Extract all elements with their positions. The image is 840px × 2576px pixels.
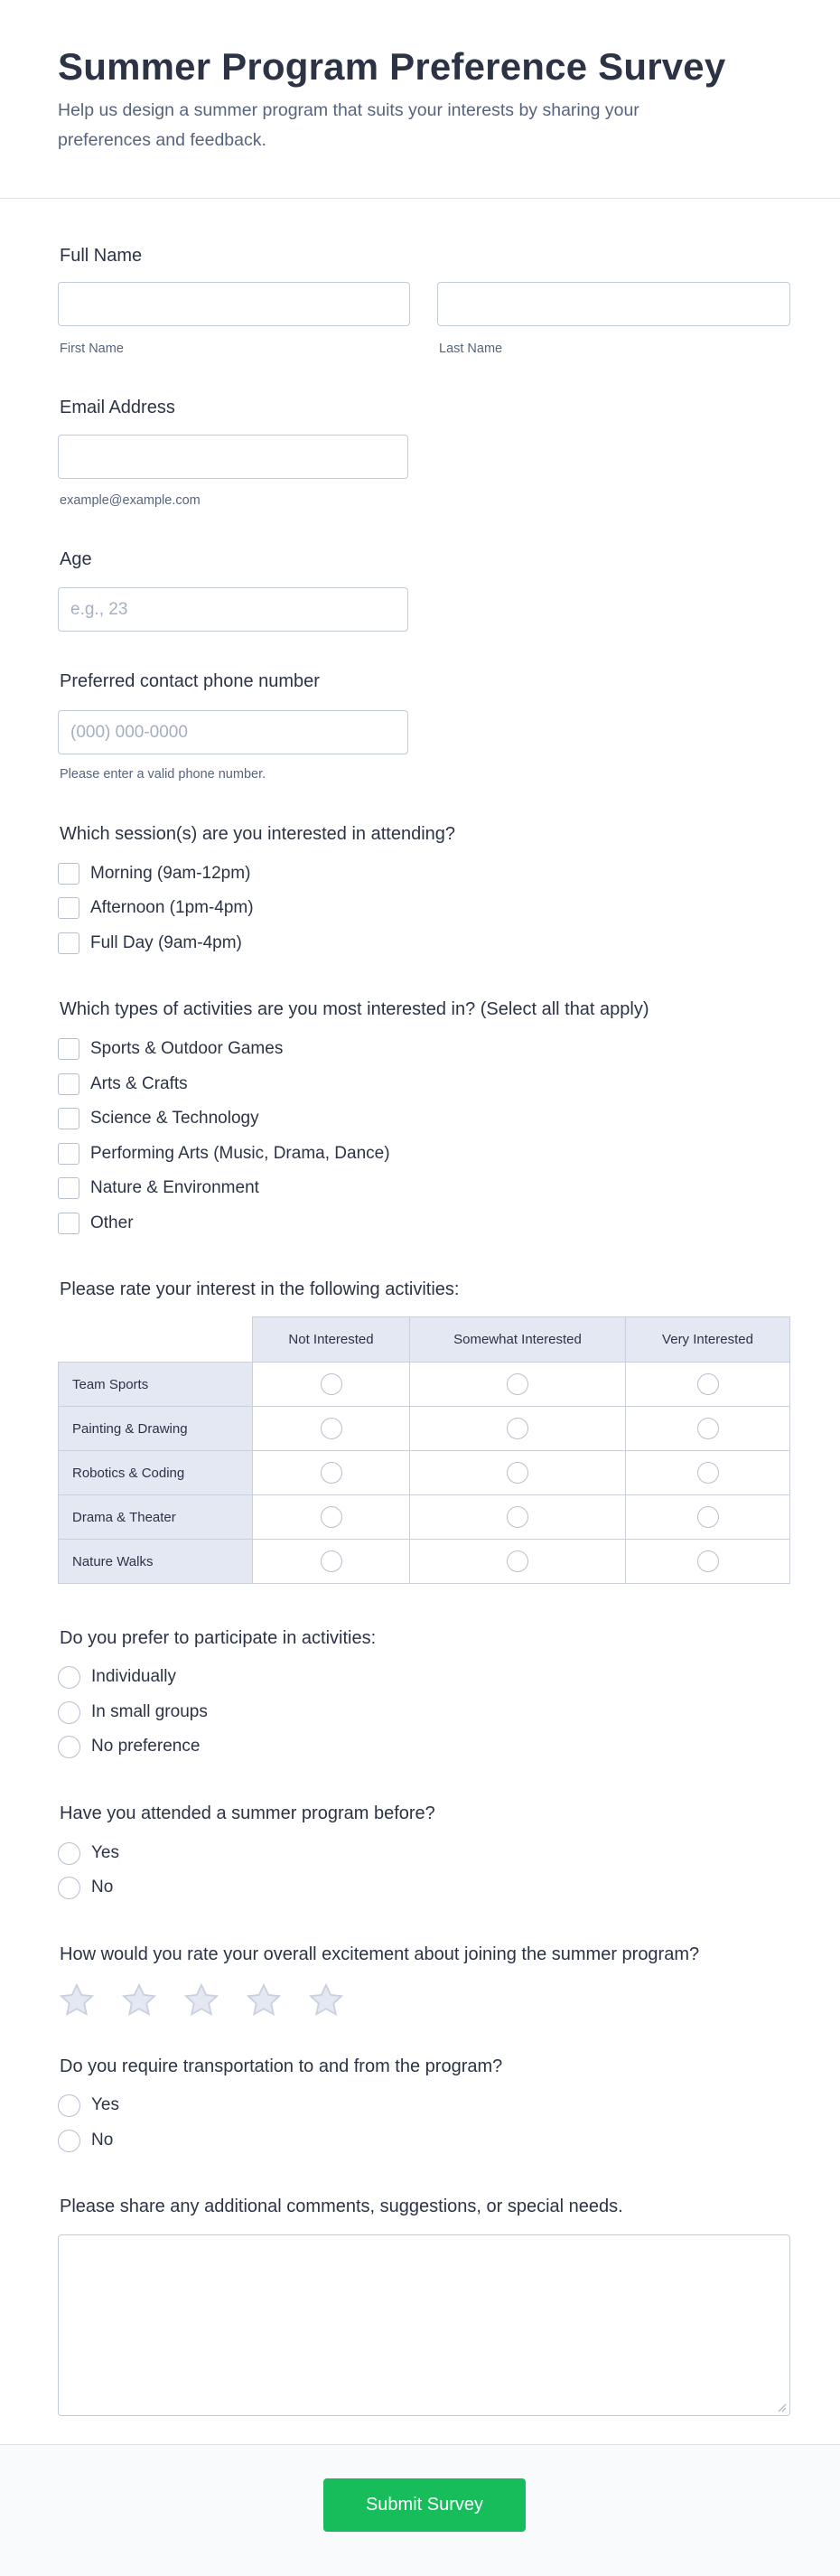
checkbox[interactable] (58, 1108, 79, 1129)
matrix-row-label: Team Sports (59, 1363, 253, 1407)
star-icon[interactable] (58, 1981, 96, 2019)
matrix-row (59, 1451, 790, 1495)
attended-label: Have you attended a summer program before? (60, 1803, 435, 1823)
last-name-sublabel: Last Name (439, 342, 503, 356)
matrix-radio[interactable] (321, 1462, 342, 1484)
participation-option-small-groups[interactable]: In small groups (58, 1700, 208, 1724)
activity-option-science[interactable]: Science & Technology (58, 1107, 259, 1130)
matrix-radio[interactable] (321, 1373, 342, 1395)
radio[interactable] (58, 2094, 80, 2117)
phone-input[interactable] (58, 710, 408, 754)
activity-option-other[interactable]: Other (58, 1212, 134, 1235)
checkbox[interactable] (58, 863, 79, 885)
matrix-radio[interactable] (321, 1418, 342, 1439)
checkbox[interactable] (58, 897, 79, 919)
checkbox[interactable] (58, 1143, 79, 1165)
attended-option-yes[interactable]: Yes (58, 1841, 119, 1865)
matrix-row-label: Nature Walks (59, 1540, 253, 1584)
page-description: Help us design a summer program that suits your interests by sharing your preferences and feedback. (58, 100, 639, 150)
matrix-row-label: Painting & Drawing (59, 1407, 253, 1451)
matrix-column-header: Very Interested (626, 1317, 790, 1363)
checkbox[interactable] (58, 1213, 79, 1234)
matrix-column-header: Not Interested (253, 1317, 410, 1363)
comments-textarea[interactable] (58, 2234, 790, 2416)
checkbox[interactable] (58, 1177, 79, 1199)
age-label: Age (60, 549, 92, 569)
radio[interactable] (58, 1666, 80, 1689)
checkbox[interactable] (58, 1073, 79, 1095)
participation-option-no-preference[interactable]: No preference (58, 1735, 200, 1758)
matrix-row-label: Robotics & Coding (59, 1451, 253, 1495)
email-label: Email Address (60, 398, 175, 417)
session-option-afternoon[interactable]: Afternoon (1pm-4pm) (58, 896, 254, 920)
participation-option-individually[interactable]: Individually (58, 1665, 176, 1689)
comments-label: Please share any additional comments, suggestions, or special needs. (60, 2197, 623, 2216)
resize-handle-icon[interactable] (774, 2400, 787, 2412)
age-placeholder: e.g., 23 (70, 600, 128, 619)
radio[interactable] (58, 1701, 80, 1724)
matrix-row-label: Drama & Theater (59, 1495, 253, 1540)
radio[interactable] (58, 1877, 80, 1899)
email-input[interactable] (58, 435, 408, 479)
radio[interactable] (58, 2130, 80, 2152)
radio[interactable] (58, 1842, 80, 1865)
age-input[interactable] (58, 587, 408, 632)
matrix-row (59, 1407, 790, 1451)
matrix-radio[interactable] (321, 1506, 342, 1528)
matrix-radio[interactable] (697, 1506, 719, 1528)
matrix-radio[interactable] (507, 1373, 528, 1395)
first-name-sublabel: First Name (60, 342, 124, 356)
full-name-label: Full Name (60, 246, 143, 266)
rating-matrix (58, 1316, 790, 1584)
star-icon[interactable] (307, 1981, 345, 2019)
excitement-label: How would you rate your overall excitement about joining the summer program? (60, 1944, 700, 1964)
rating-label: Please rate your interest in the following activities: (60, 1279, 460, 1299)
matrix-row (59, 1540, 790, 1584)
matrix-radio[interactable] (507, 1550, 528, 1572)
form-header (0, 0, 840, 199)
sessions-label: Which session(s) are you interested in attending? (60, 824, 456, 844)
radio[interactable] (58, 1736, 80, 1758)
matrix-radio[interactable] (507, 1418, 528, 1439)
page-title: Summer Program Preference Survey (58, 45, 726, 88)
email-sublabel: example@example.com (60, 493, 201, 508)
activity-option-arts[interactable]: Arts & Crafts (58, 1073, 188, 1096)
phone-label: Preferred contact phone number (60, 671, 320, 691)
star-icon[interactable] (245, 1981, 283, 2019)
activity-option-sports[interactable]: Sports & Outdoor Games (58, 1037, 283, 1061)
matrix-radio[interactable] (507, 1462, 528, 1484)
matrix-radio[interactable] (507, 1506, 528, 1528)
matrix-row (59, 1363, 790, 1407)
session-option-morning[interactable]: Morning (9am-12pm) (58, 862, 250, 885)
activity-option-nature[interactable]: Nature & Environment (58, 1176, 259, 1200)
attended-option-no[interactable]: No (58, 1876, 113, 1899)
matrix-radio[interactable] (697, 1418, 719, 1439)
participation-label: Do you prefer to participate in activities: (60, 1628, 377, 1648)
phone-sublabel: Please enter a valid phone number. (60, 767, 266, 782)
submit-button[interactable]: Submit Survey (323, 2478, 526, 2532)
star-rating (58, 1981, 369, 2019)
first-name-input[interactable] (58, 282, 410, 326)
matrix-column-header: Somewhat Interested (410, 1317, 626, 1363)
checkbox[interactable] (58, 932, 79, 954)
activity-option-performing-arts[interactable]: Performing Arts (Music, Drama, Dance) (58, 1142, 390, 1166)
star-icon[interactable] (120, 1981, 158, 2019)
star-icon[interactable] (182, 1981, 220, 2019)
matrix-corner (59, 1317, 253, 1363)
matrix-radio[interactable] (697, 1550, 719, 1572)
last-name-input[interactable] (437, 282, 790, 326)
phone-placeholder: (000) 000-0000 (70, 723, 188, 742)
matrix-radio[interactable] (321, 1550, 342, 1572)
matrix-radio[interactable] (697, 1462, 719, 1484)
session-option-full-day[interactable]: Full Day (9am-4pm) (58, 932, 242, 955)
matrix-radio[interactable] (697, 1373, 719, 1395)
transport-label: Do you require transportation to and from the program? (60, 2056, 503, 2076)
checkbox[interactable] (58, 1038, 79, 1060)
transport-option-no[interactable]: No (58, 2129, 113, 2152)
activities-label: Which types of activities are you most interested in? (Select all that apply) (60, 999, 649, 1019)
transport-option-yes[interactable]: Yes (58, 2094, 119, 2117)
matrix-row (59, 1495, 790, 1540)
